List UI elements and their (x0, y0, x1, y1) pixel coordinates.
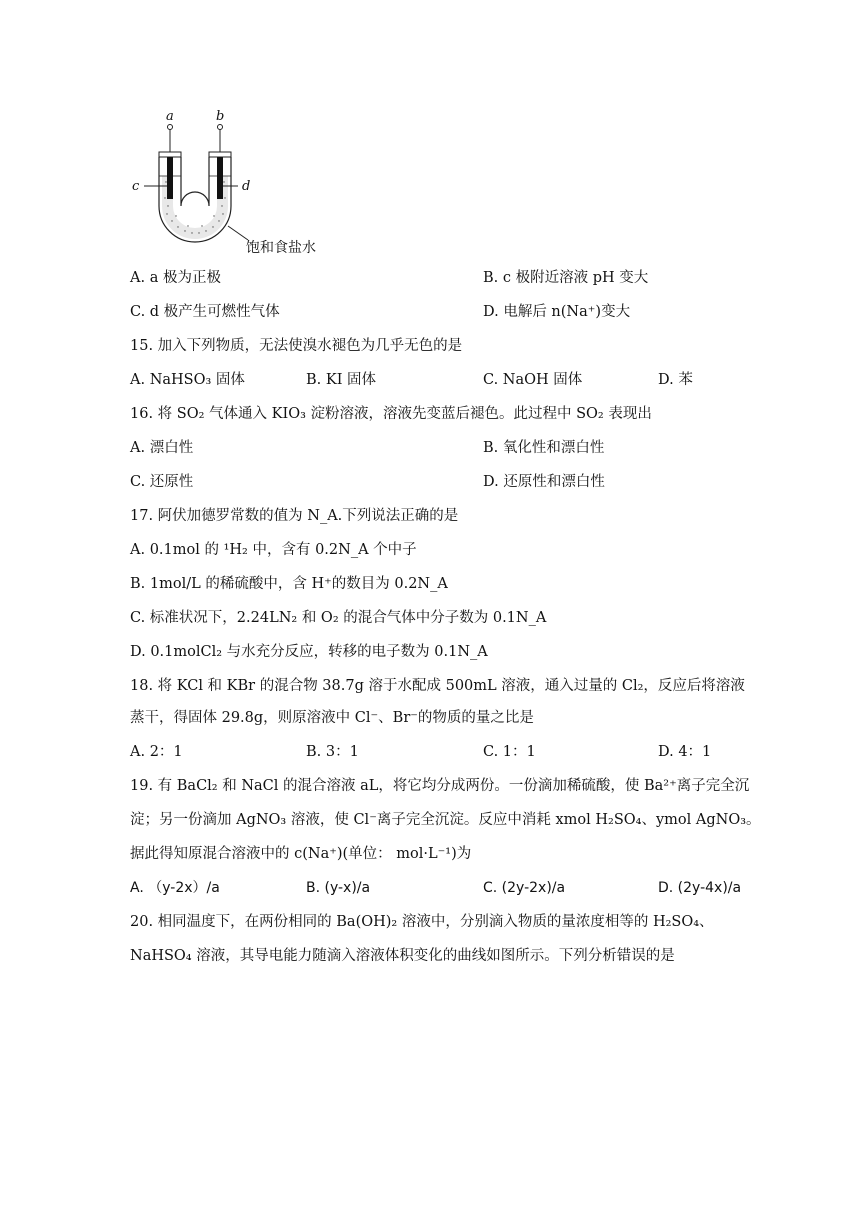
q17-stem: 17. 阿伏加德罗常数的值为 N_A.下列说法正确的是 (130, 508, 459, 524)
q17-option-a[interactable]: A. 0.1mol 的 ¹H₂ 中，含有 0.2N_A 个中子 (130, 542, 417, 558)
q15-option-a[interactable]: A. NaHSO₃ 固体 (130, 372, 245, 388)
electrode-d (217, 157, 223, 199)
q15-option-c[interactable]: C. NaOH 固体 (483, 372, 583, 388)
q16-option-c[interactable]: C. 还原性 (130, 474, 194, 490)
q16-option-b[interactable]: B. 氧化性和漂白性 (483, 440, 605, 456)
electrode-c (167, 157, 173, 199)
label-a: a (166, 110, 174, 124)
q18-stem-line1: 18. 将 KCl 和 KBr 的混合物 38.7g 溶于水配成 500mL 溶液，通入过量的 Cl₂，反应后将溶液 (130, 678, 745, 694)
q20-stem-line1: 20. 相同温度下，在两份相同的 Ba(OH)₂ 溶液中，分别滴入物质的量浓度相等的 H₂SO₄、 (130, 914, 714, 930)
q19-stem-line2: 淀；另一份滴加 AgNO₃ 溶液，使 Cl⁻离子完全沉淀。反应中消耗 xmol H₂SO₄、ymol AgNO₃。 (130, 812, 761, 828)
label-d: d (242, 179, 251, 194)
q14-option-a[interactable]: A. a 极为正极 (130, 270, 221, 286)
label-b: b (216, 110, 225, 124)
q15-option-b[interactable]: B. KI 固体 (306, 372, 377, 388)
q18-stem-line2: 蒸干，得固体 29.8g，则原溶液中 Cl⁻、Br⁻的物质的量之比是 (130, 710, 534, 726)
q19-option-a[interactable]: A. （y-2x）/a (130, 880, 220, 896)
q19-option-d[interactable]: D. (2y-4x)/a (658, 880, 742, 896)
q17-option-d[interactable]: D. 0.1molCl₂ 与水充分反应，转移的电子数为 0.1N_A (130, 644, 488, 660)
diagram-caption: 饱和食盐水 (246, 240, 316, 256)
q19-stem-line1: 19. 有 BaCl₂ 和 NaCl 的混合溶液 aL，将它均分成两份。一份滴加稀硫酸，使 Ba²⁺离子完全沉 (130, 778, 750, 794)
q18-option-b[interactable]: B. 3：1 (306, 744, 359, 760)
terminal-b (218, 125, 223, 130)
q18-option-d[interactable]: D. 4：1 (658, 744, 712, 760)
stopper-left (159, 152, 181, 157)
label-c: c (132, 179, 140, 194)
q19-option-b[interactable]: B. (y-x)/a (306, 880, 371, 896)
q17-option-b[interactable]: B. 1mol/L 的稀硫酸中，含 H⁺的数目为 0.2N_A (130, 576, 448, 592)
q16-option-a[interactable]: A. 漂白性 (130, 440, 194, 456)
q16-option-d[interactable]: D. 还原性和漂白性 (483, 474, 605, 490)
q14-option-d[interactable]: D. 电解后 n(Na⁺)变大 (483, 304, 631, 320)
q16-stem: 16. 将 SO₂ 气体通入 KIO₃ 淀粉溶液，溶液先变蓝后褪色。此过程中 SO₂ 表现出 (130, 406, 652, 422)
q19-stem-line3: 据此得知原混合溶液中的 c(Na⁺)(单位： mol·L⁻¹)为 (130, 846, 472, 862)
q14-option-b[interactable]: B. c 极附近溶液 pH 变大 (483, 270, 649, 286)
q20-stem-line2: NaHSO₄ 溶液，其导电能力随滴入溶液体积变化的曲线如图所示。下列分析错误的是 (130, 948, 675, 964)
stopper-right (209, 152, 231, 157)
q18-option-c[interactable]: C. 1：1 (483, 744, 536, 760)
terminal-a (168, 125, 173, 130)
q14-option-c[interactable]: C. d 极产生可燃性气体 (130, 304, 280, 320)
q15-option-d[interactable]: D. 苯 (658, 372, 693, 388)
q19-option-c[interactable]: C. (2y-2x)/a (483, 880, 566, 896)
q18-option-a[interactable]: A. 2：1 (130, 744, 183, 760)
u-tube-inner (181, 157, 209, 206)
q15-stem: 15. 加入下列物质，无法使溴水褪色为几乎无色的是 (130, 338, 463, 354)
q17-option-c[interactable]: C. 标准状况下，2.24LN₂ 和 O₂ 的混合气体中分子数为 0.1N_A (130, 610, 547, 626)
electrolysis-u-tube-diagram (128, 110, 318, 260)
